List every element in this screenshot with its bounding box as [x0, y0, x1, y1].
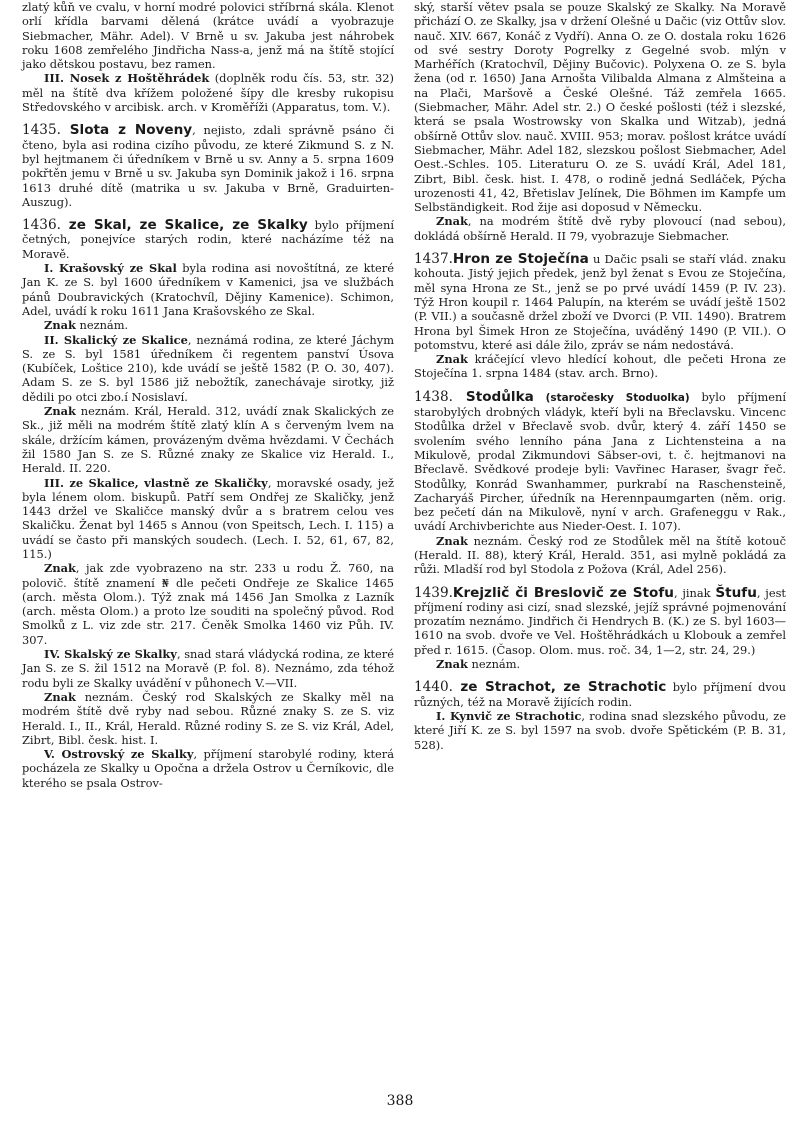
subentry-text: , moravské osady, jež byla lénem olom. biskupů. Patří sem Ondřej ze Skaličky, jenž 1443 držel ve Skaličce manský dvůr a s bratrem celou ves Skaličku. Ženat byl 1465 s Annou (von Speitsch, Lech. I. 115) a uvádí se často při manských soudech. (Lech. I. 52, 61, 67, 82, 115.): [22, 475, 395, 561]
subentry: [22, 333, 394, 404]
subentry-heading: I. Kynvič ze Strachotic: [436, 708, 582, 723]
coat-of-arms-note: [22, 561, 394, 647]
entry-number: 1435.: [22, 122, 61, 139]
entry-text: u Dačic psali se staří vlád. znaku kohouta. Jistý jejich předek, jenž byl ženat s Evou ze Stoječína, měl syna Hrona ze St., jenž se po prvé uvádí 1459 (P. IV. 23). Týž Hron koupil r. 1464 Palupín, na kterém se uvádí ještě 1502 (P. VII.) a současně držel zboží ve Dvorci (P. VII. 1490). Bratrem Hrona byl Šimek Hron ze Stoječína, uváděný 1490 (P. VII.). O potomstvu, které asi dále žilo, zpráv se nám nedostává.: [414, 252, 786, 352]
entry-title: ze Strachot, ze Strachotic: [452, 679, 667, 696]
coat-of-arms-note: [414, 657, 786, 671]
entry-title: Stodůlka: [452, 388, 534, 405]
entry-number: 1439.: [414, 584, 453, 601]
subentry-heading: II. Skalický ze Skalice: [44, 332, 188, 347]
subentry-text: , snad stará vládycká rodina, ze které Jan S. ze S. žil 1512 na Moravě (P. fol. 8). Neznámo, zda téhož rodu byli ze Skalky uvádění v půhonech V.—VII.: [22, 647, 394, 690]
znak-text: neznám.: [467, 657, 521, 672]
subentry-text: byla rodina asi novoštítná, ze které Jan K. ze S. byl 1600 úředníkem v Kamenici, jsa ve službách pánů Doubravických (Kratochvíl, Dějiny Kamenice). Schimon, Adel, uvádí k roku 1611 Jana Krašovského ze Skal.: [22, 261, 394, 318]
subentry-heading: I. Krašovský ze Skal: [44, 261, 177, 276]
entry-title: Hron ze Stoječína: [452, 251, 589, 268]
subentry: [22, 647, 394, 690]
entry-title: Krejzlič či Breslovič ze Stofu: [452, 584, 674, 601]
coat-of-arms-note: [414, 352, 786, 381]
subentry-heading: IV. Skalský ze Skalky: [44, 647, 177, 662]
znak-text: neznám. Český rod ze Stodůlek měl na štítě kotouč (Herald. II. 88), který Král, Herald. 351, asi mylně pokládá za růži. Mladší rod byl Stodola z Požova (Král, Adel 256).: [414, 533, 786, 577]
entry-text: bylo příjmení starobylých drobných vládyk, kteří byli na Břeclavsku. Vincenc Stodůlka držel v Břeclavě svob. dvůr, který 4. září 1450 se svolením svého lenního pána Jana z Lichtensteina a na Mikulově, prodal Zikmundovi Säbser-ovi, t. č. hejtmanovi na Břeclavě. Svědkové prodeje byli: Vavřinec Haraser, švagr řeč. Stodůlky, Konrád Swanhammer, purkrabí na Raschensteině, Zacharyáš Pircher, úředník na Herennpaumgarten (něm. orig. bez pečetí dán na Mikulově, nyní v arch. Grafeneggu v Rak., uvádí Archivberichte aus Nieder-Oest. I. 107).: [414, 389, 786, 534]
entry-1438: [414, 390, 786, 534]
entry-title-alt: Štufu: [715, 584, 757, 601]
entry-1435: [22, 123, 394, 209]
coat-of-arms-note: [414, 534, 786, 577]
paragraph: zlatý kůň ve cvalu, v horní modré polovici stříbrná skála. Klenot orlí křídla barvami dělená (krátce uvádí a vyobrazuje Siebmacher, Mähr. Adel). V Brně u sv. Jakuba jest náhrobek roku 1608 zemřelého Jindřicha Nass-a, jenž má na štítě stojící jako dětskou postavu, bez ramen.: [22, 0, 394, 72]
subentry-heading: III. ze Skalice, vlastně ze Skaličky: [44, 475, 268, 490]
entry-text: , jest příjmení rodiny asi cizí, snad slezské, jejíž správné pojmenování prozatím neznámo. Jindřich či Hendrych B. (K.) ze S. byl 1603—1610 na svob. dvoře ve Vel. Hoštěhrádkách u Klobouk a zemřel před r. 1615. (Časop. Olom. mus. roč. 34, 1—2, str. 24, 29.): [414, 585, 787, 657]
znak-text: neznám. Král, Herald. 312, uvádí znak Skalických ze Sk., již měli na modrém štítě zlatý klín A s červeným lvem na skále, držícím kámen, provázeným dvěma hvězdami. V Čechách žil 1580 Jan S. ze S. Různé znaky ze Skalice viz Herald. I., Herald. II. 220.: [22, 404, 394, 476]
subentry-heading: III. Nosek z Hoštěhrádek: [44, 71, 210, 86]
entry-number: 1437.: [414, 251, 453, 268]
znak-text: neznám. Český rod Skalských ze Skalky měl na modrém štítě dvě ryby nad sebou. Různé znaky S. ze S. viz Herald. I., II., Král, Herald. Různé rodiny S. ze S. viz Král, Adel, Zibrt, Bibl. česk. hist. I.: [22, 689, 394, 747]
entry-text: , nejisto, zdali správně psáno či čteno, byla asi rodina cizího původu, ze které Zikmund S. z N. byl hejtmanem či úředníkem v Brně u sv. Anny a 5. srpna 1609 pokřtěn jemu v Brně u sv. Jakuba syn Dominik jakož i 16. srpna 1613 druhé dítě (matrika u sv. Jakuba v Brně, Graduirten-Auszug).: [22, 123, 395, 209]
entry-title: Slota z Noveny: [60, 122, 193, 139]
entry-text: bylo příjmení četných, ponejvíce starých rodin, které nacházíme též na Moravě.: [22, 218, 395, 261]
subentry-text: , rodina snad slezského původu, ze které Jiří K. ze S. byl 1597 na svob. dvoře Spětickém (P. B. 31, 528).: [414, 708, 786, 752]
entry-1436: [22, 218, 394, 261]
page-number: 388: [386, 1093, 414, 1109]
subentry: [22, 747, 394, 790]
coat-of-arms-note: [22, 318, 394, 332]
znak-label: Znak: [44, 404, 76, 419]
entry-1439: [414, 586, 786, 657]
znak-label: Znak: [436, 352, 468, 367]
entry-number: 1436.: [22, 217, 61, 234]
coat-of-arms-note: [22, 690, 394, 747]
znak-label: Znak: [44, 318, 76, 333]
subentry-heading: V. Ostrovský ze Skalky: [44, 747, 194, 762]
entry-text: bylo příjmení dvou různých, též na Moravě žijících rodin.: [414, 680, 786, 709]
znak-text: neznám.: [75, 318, 129, 333]
coat-of-arms-note: [22, 404, 394, 475]
znak-text: , na modrém štítě dvě ryby plovoucí (nad sebou), dokládá obšírně Herald. II 79, vyobrazuje Siebmacher.: [414, 214, 786, 243]
paragraph: ský, starší větev psala se pouze Skalský ze Skalky. Na Moravě přichází O. ze Skalky, jsa v držení Olešné u Dačic (viz Ottův slov. nauč. XIV. 667, Konáč z Vydří). Anna O. ze O. dostala roku 1626 od své sestry Doroty Pogrelky z Gegelné svob. mlýn v Marhéřích (Kratochvíl, Dějiny Bučovic). Polyxena O. ze S. byla žena (od r. 1650) Jana Arnošta Vilibalda Almana z Almšteina a na Plači, Maršově a České Olešné. Táž zemřela 1665. (Siebmacher, Mähr. Adel str. 2.) O české pošlosti (též i slezské, která se psala Wostrowsky von Skalka und Witzab), jedná obšírně Ottův slov. nauč. XVIII. 953; morav. pošlost krátce uvádí Siebmacher, Mähr. Adel 182, slezskou pošlost Siebmacher, Adel Oest.-Schles. 105. Literaturu O. ze S. uvádí Král, Adel 181, Zibrt, Bibl. česk. hist. I. 478, o rodině jedná Sedláček, Pýcha urozenosti 41, 42, Břetislav Jelínek, Die Böhmen im Kampfe um Selbständigkeit. Rod žije asi doposud v Německu.: [414, 0, 786, 215]
right-column: [414, 0, 786, 752]
znak-label: Znak: [436, 533, 468, 548]
subentry: [22, 261, 394, 318]
entry-title-joiner: , jinak: [673, 585, 716, 600]
znak-text: , jak zde vyobrazeno na str. 233 u rodu Ž. 760, na polovič. štítě znamení ₦ dle pečeti Ondřeje ze Skalice 1465 (arch. města Olom.). Týž znak má 1456 Jan Smolka z Lazník (arch. města Olom.) a proto lze souditi na společný původ. Rod Smolků z L. viz zde str. 217. Čeněk Smolka 1460 viz Půh. IV. 307.: [22, 561, 394, 647]
entry-title: ze Skal, ze Skalice, ze Skalky: [60, 217, 308, 234]
znak-text: kráčející vlevo hledící kohout, dle pečeti Hrona ze Stoječína 1. srpna 1484 (stav. arch. Brno).: [414, 352, 786, 381]
paragraph: [22, 71, 394, 114]
subentry: [22, 476, 394, 562]
subentry: [414, 709, 786, 752]
left-column: [22, 0, 394, 790]
entry-1437: [414, 252, 786, 352]
znak-label: Znak: [436, 657, 468, 672]
entry-subtitle: (staročesky Stoduolka): [533, 391, 690, 404]
paragraph-text: (doplněk rodu čís. 53, str. 32) měl na štítě dva křížem položené šípy dle kresby rukopisu Středovského v arcibisk. arch. v Kroměříži (Apparatus, tom. V.).: [22, 71, 394, 115]
subentry-text: , neznámá rodina, ze které Jáchym S. ze S. byl 1581 úředníkem či regentem panství Úsova (Kubíček, Loštice 210), kde uvádí se ještě 1582 (P. O. 30, 407). Adam S. ze S. byl 1586 již nebožtík, zanechávaje sirotky, již dědili po otci zbo.í Nosislaví.: [22, 332, 395, 404]
entry-number: 1438.: [414, 388, 453, 405]
znak-label: Znak: [44, 561, 76, 576]
coat-of-arms-note: [414, 214, 786, 243]
entry-number: 1440.: [414, 679, 453, 696]
znak-label: Znak: [44, 689, 76, 704]
znak-label: Znak: [436, 214, 468, 229]
subentry-text: , příjmení starobylé rodiny, která pocházela ze Skalky u Opočna a držela Ostrov u Černíkovic, dle kterého se psala Ostrov-: [22, 747, 394, 790]
entry-1440: [414, 680, 786, 709]
